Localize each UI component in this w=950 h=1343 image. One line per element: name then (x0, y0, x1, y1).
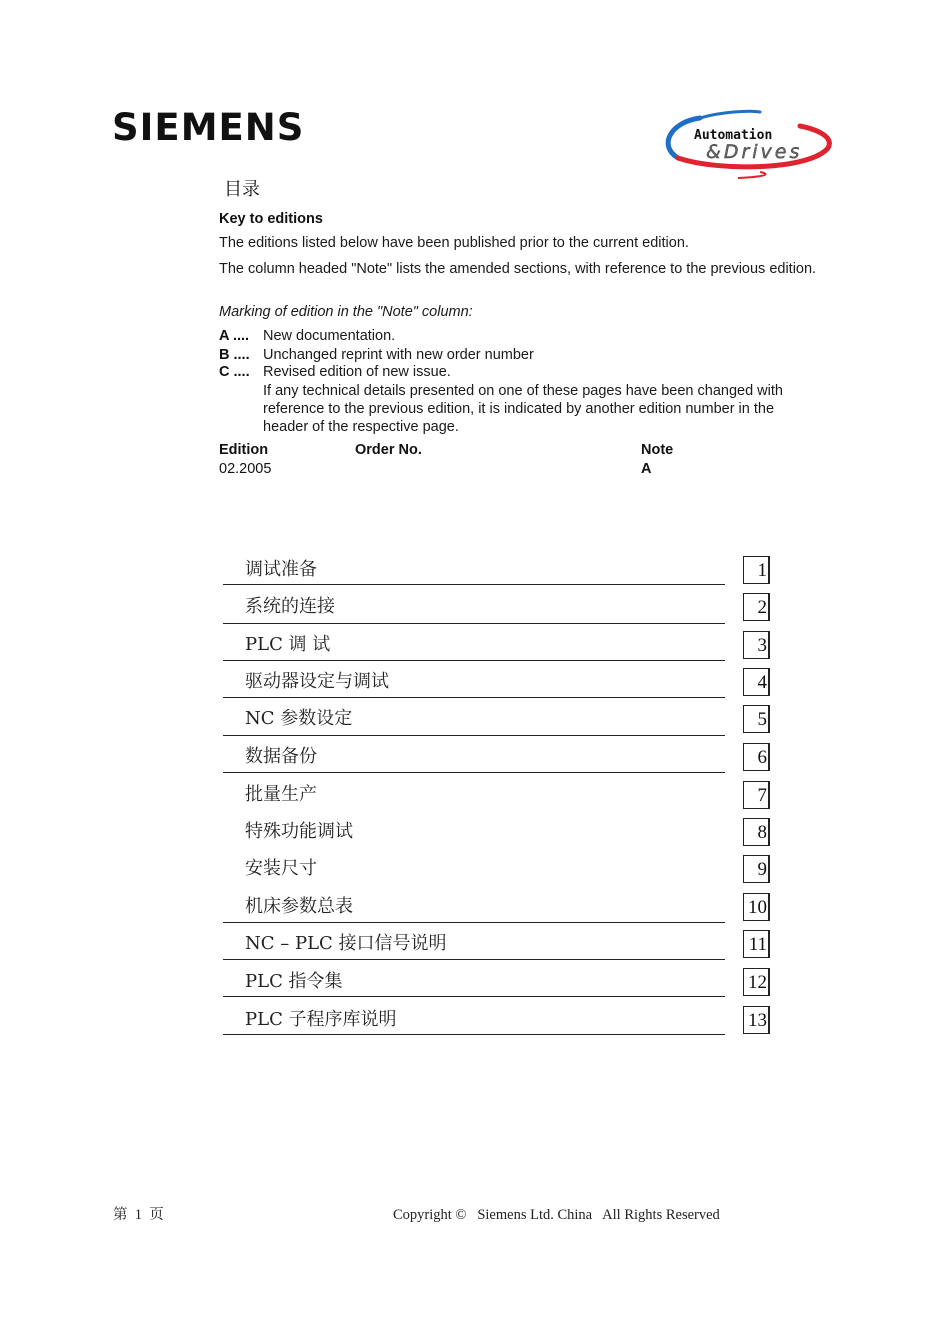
toc-item-number: 5 (743, 705, 770, 733)
page-number: 第 1 页 (113, 1207, 164, 1223)
toc-item-label: 数据备份 (245, 746, 317, 767)
toc-item[interactable] (0, 855, 950, 891)
toc-item[interactable] (0, 781, 950, 817)
editions-para-2: The column headed "Note" lists the amended sections, with reference to the previous edition. (219, 261, 817, 277)
toc-item-label: PLC 指令集 (245, 971, 343, 992)
toc-item-number: 7 (743, 781, 770, 809)
toc-item-label: NC 参数设定 (245, 708, 353, 729)
automation-drives-logo (660, 106, 835, 182)
toc-item[interactable] (0, 893, 950, 929)
marking-text-a: New documentation. (263, 328, 396, 344)
toc-item-label: 机床参数总表 (245, 896, 353, 917)
logo-line2: &Drives (706, 141, 803, 163)
toc-item-label: 驱动器设定与调试 (245, 671, 389, 692)
toc-item[interactable] (0, 743, 950, 779)
col-header-note: Note (641, 442, 674, 458)
toc-item-label: PLC 子程序库说明 (245, 1009, 397, 1030)
toc-item[interactable] (0, 1006, 950, 1042)
toc-item-label: 批量生产 (245, 784, 317, 805)
toc-underline (223, 623, 725, 624)
toc-item-number: 8 (743, 818, 770, 846)
toc-underline (223, 772, 725, 773)
toc-underline (223, 996, 725, 997)
toc-item[interactable] (0, 593, 950, 629)
page-title: 目录 (224, 179, 260, 200)
marking-heading: Marking of edition in the "Note" column: (219, 304, 473, 320)
toc-underline (223, 735, 725, 736)
toc-underline (223, 584, 725, 585)
copyright: Copyright © Siemens Ltd. China All Rights Reserved (393, 1207, 720, 1223)
toc-item-number: 1 (743, 556, 770, 584)
toc-item-label: 安装尺寸 (245, 858, 317, 879)
toc-item-number: 6 (743, 743, 770, 771)
toc-underline (223, 959, 725, 960)
toc-item-number: 2 (743, 593, 770, 621)
editions-heading: Key to editions (219, 211, 323, 227)
toc-item-label: 调试准备 (245, 559, 317, 580)
toc-item-label: 特殊功能调试 (245, 821, 353, 842)
marking-c-detail: If any technical details presented on one of these pages have been changed with reference to the previous edition, it is indicated by another edition number in the header of the respective page. (263, 383, 783, 435)
toc-underline (223, 1034, 725, 1035)
toc-item[interactable] (0, 631, 950, 667)
col-header-order: Order No. (355, 442, 422, 458)
editions-para-1: The editions listed below have been published prior to the current edition. (219, 235, 689, 251)
marking-key-c: C .... (219, 364, 250, 380)
toc-item-label: PLC 调 试 (245, 634, 331, 655)
marking-text-b: Unchanged reprint with new order number (263, 347, 534, 363)
marking-key-b: B .... (219, 347, 250, 363)
toc-item-label: 系统的连接 (245, 596, 335, 617)
toc-underline (223, 660, 725, 661)
toc-item-number: 4 (743, 668, 770, 696)
toc-item-number: 9 (743, 855, 770, 883)
toc-item-label: NC – PLC 接口信号说明 (245, 933, 447, 954)
toc-item-number: 13 (743, 1006, 770, 1034)
toc-item[interactable] (0, 818, 950, 854)
note-value: A (641, 461, 652, 477)
toc-item[interactable] (0, 556, 950, 592)
toc-item-number: 11 (743, 930, 770, 958)
toc-underline (223, 697, 725, 698)
toc-item-number: 10 (743, 893, 770, 921)
siemens-logo: SIEMENS (112, 106, 305, 149)
toc-item[interactable] (0, 668, 950, 704)
toc-item[interactable] (0, 705, 950, 741)
marking-text-c: Revised edition of new issue. (263, 364, 451, 380)
logo-line1: Automation (694, 128, 773, 143)
marking-key-a: A .... (219, 328, 250, 344)
toc-underline (223, 922, 725, 923)
toc-item[interactable] (0, 930, 950, 966)
toc-item-number: 3 (743, 631, 770, 659)
edition-value: 02.2005 (219, 461, 272, 477)
toc-item[interactable] (0, 968, 950, 1004)
toc-item-number: 12 (743, 968, 770, 996)
col-header-edition: Edition (219, 442, 269, 458)
